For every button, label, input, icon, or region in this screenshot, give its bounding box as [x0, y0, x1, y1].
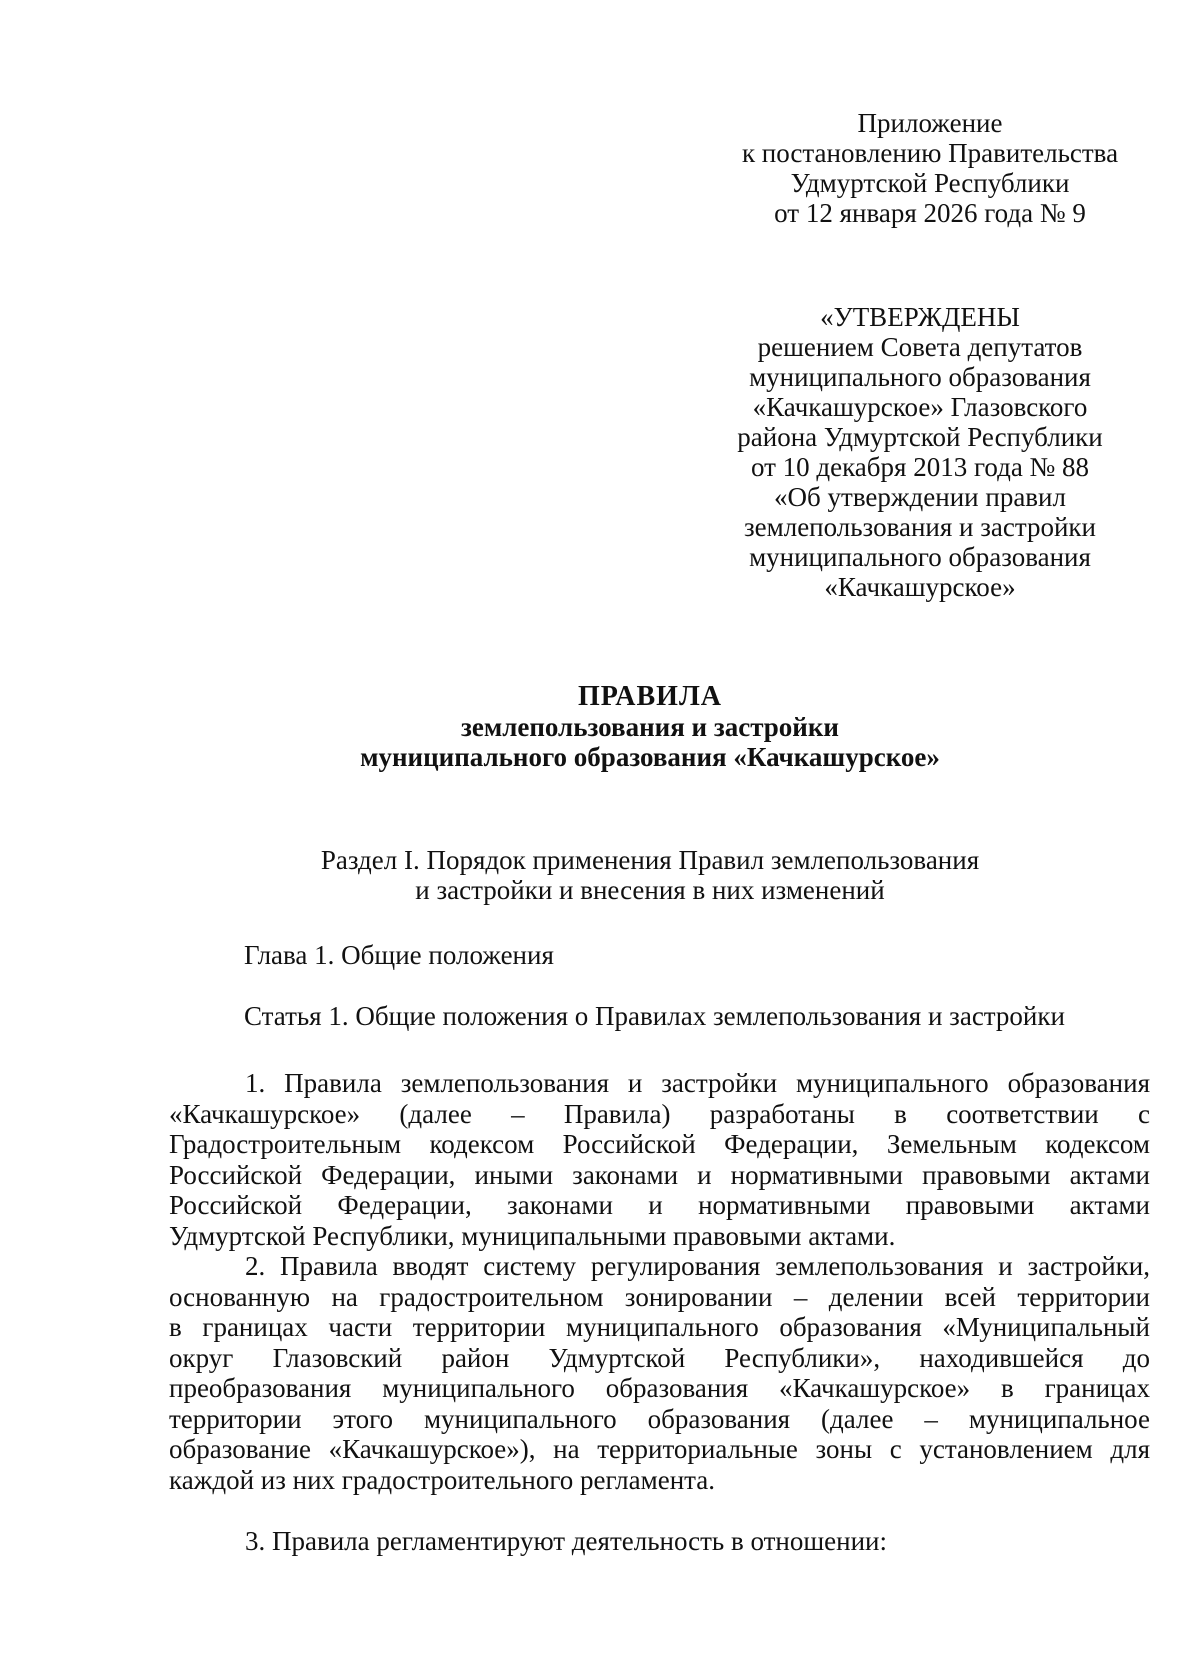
paragraph-line: 2. Правила вводят систему регулирования землепользования и застройки, [245, 1251, 1150, 1281]
paragraph-3 [169, 1526, 1150, 1557]
article-heading: Статья 1. Общие положения о Правилах землепользования и застройки [244, 1001, 1065, 1031]
section-heading [200, 845, 1100, 905]
document-title [200, 682, 1100, 772]
approved-line: решением Совета депутатов [757, 332, 1083, 362]
paragraph-line: округ Глазовский район Удмуртской Республики», находившейся до [169, 1342, 1150, 1373]
title-main: ПРАВИЛА [577, 681, 723, 712]
appendix-line: от 12 января 2026 года № 9 [774, 198, 1086, 228]
paragraph-1 [169, 1068, 1150, 1251]
approved-line: «Об утверждении правил [774, 482, 1066, 512]
paragraph-line: 3. Правила регламентируют деятельность в отношении: [245, 1526, 888, 1556]
section-line: Раздел I. Порядок применения Правил землепользования [320, 845, 980, 875]
approved-line: от 10 декабря 2013 года № 88 [750, 452, 1090, 482]
paragraph-line: Российской Федерации, законами и нормативными правовыми актами [169, 1190, 1150, 1220]
title-line: землепользования и застройки [461, 712, 839, 742]
appendix-header [720, 108, 1140, 228]
approved-line: муниципального образования [749, 362, 1091, 392]
paragraph-line: в границах части территории муниципального образования «Муниципальный [169, 1312, 1150, 1342]
approved-line: землепользования и застройки [743, 512, 1096, 542]
paragraph-line: Удмуртской Республики, муниципальными правовыми актами. [169, 1220, 896, 1251]
section-line: и застройки и внесения в них изменений [415, 875, 885, 905]
paragraph-line: каждой из них градостроительного регламента. [169, 1464, 716, 1495]
appendix-line: Приложение [857, 108, 1003, 138]
paragraph-line: 1. Правила землепользования и застройки муниципального образования [245, 1068, 1150, 1098]
paragraph-line: основанную на градостроительном зонировании – делении всей территории [169, 1281, 1150, 1312]
paragraph-line: Российской Федерации, иными законами и нормативными правовыми актами [169, 1159, 1150, 1190]
approved-line: района Удмуртской Республики [737, 422, 1103, 452]
approved-line: муниципального образования [749, 542, 1091, 572]
paragraph-2 [169, 1251, 1150, 1495]
title-line: муниципального образования «Качкашурское» [360, 742, 940, 772]
approval-stamp-text [700, 302, 1140, 602]
paragraph-line: территории этого муниципального образования (далее – муниципальное [169, 1403, 1150, 1434]
chapter-heading: Глава 1. Общие положения [244, 940, 554, 970]
approved-line: «Качкашурское» Глазовского [752, 392, 1088, 422]
approved-line: «Качкашурское» [824, 572, 1016, 602]
paragraph-line: «Качкашурское» (далее – Правила) разработаны в соответствии с [169, 1098, 1150, 1129]
approved-line: «УТВЕРЖДЕНЫ [820, 302, 1020, 332]
paragraph-line: преобразования муниципального образования «Качкашурское» в границах [169, 1373, 1150, 1403]
appendix-line: к постановлению Правительства [741, 138, 1119, 168]
paragraph-line: образование «Качкашурское»), на территориальные зоны с установлением для [169, 1434, 1150, 1464]
appendix-line: Удмуртской Республики [790, 168, 1070, 198]
paragraph-line: Градостроительным кодексом Российской Федерации, Земельным кодексом [169, 1129, 1150, 1159]
